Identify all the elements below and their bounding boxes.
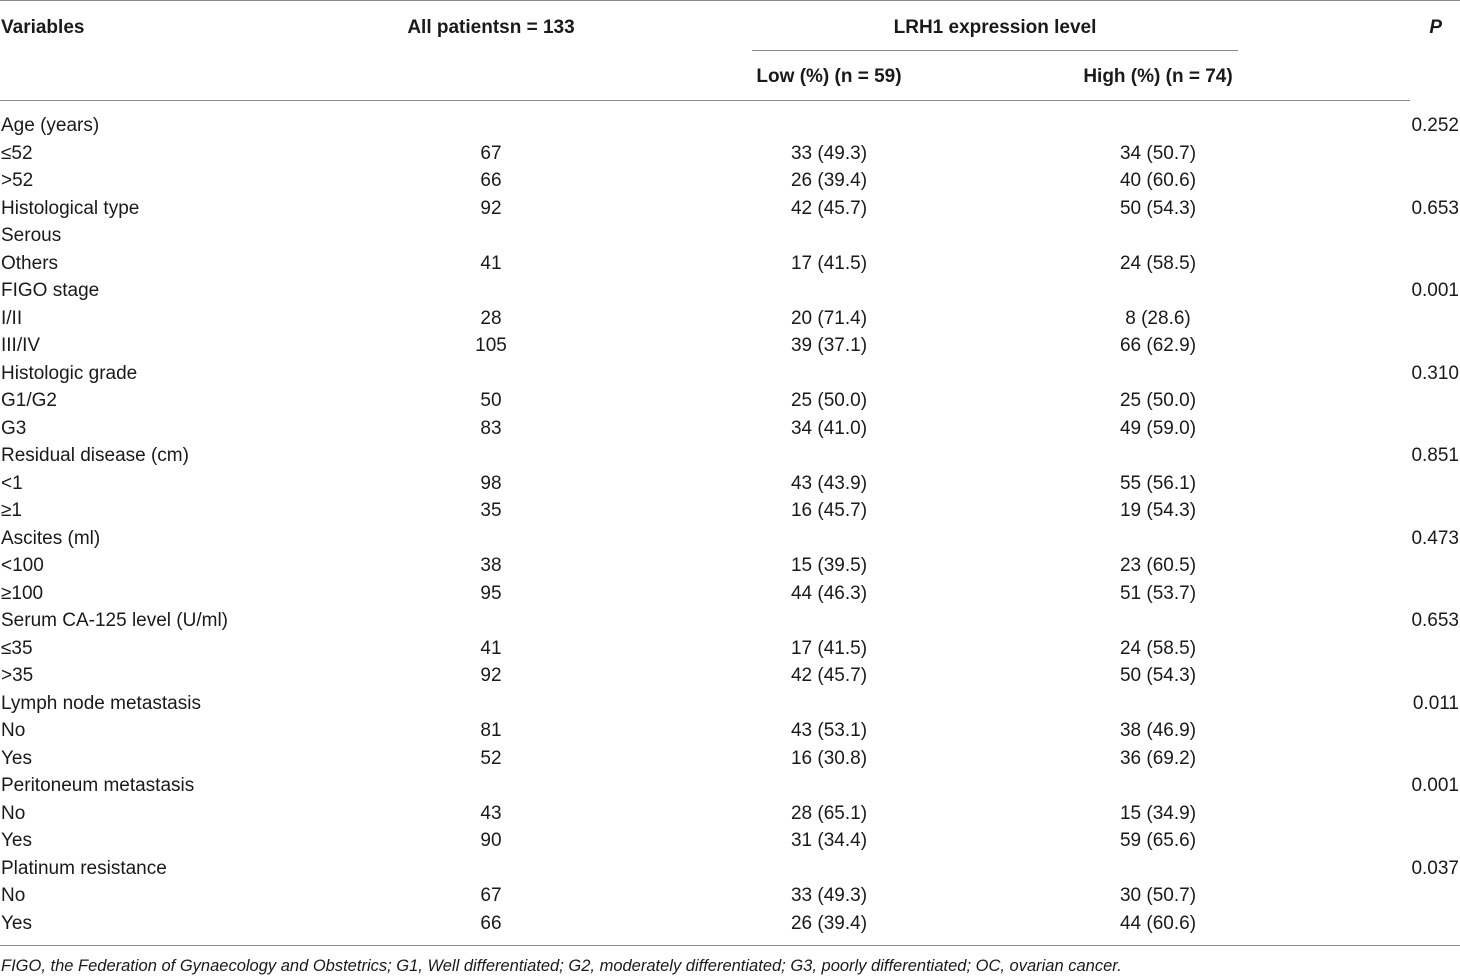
table-row bbox=[0, 332, 1460, 360]
table-row bbox=[0, 140, 1460, 168]
cell-all-patients: 98 bbox=[480, 472, 502, 494]
cell-all-patients: 38 bbox=[480, 555, 502, 576]
cell-variable: <100 bbox=[1, 555, 44, 576]
cell-p-value: 0.252 bbox=[1411, 115, 1459, 136]
cell-variable: ≥1 bbox=[1, 500, 22, 521]
cell-all-patients: 43 bbox=[480, 802, 502, 824]
cell-all-patients: 67 bbox=[480, 885, 502, 906]
cell-low: 25 (50.0) bbox=[790, 390, 868, 411]
table-row bbox=[0, 442, 1460, 470]
cell-all-patients: 66 bbox=[480, 912, 502, 934]
table-row bbox=[0, 800, 1460, 828]
cell-p-value: 0.011 bbox=[1412, 692, 1459, 714]
cell-high: 50 (54.3) bbox=[1119, 665, 1197, 686]
cell-high: 38 (46.9) bbox=[1119, 720, 1197, 741]
table-footnote: FIGO, the Federation of Gynaecology and Obstetrics; G1, Well differentiated; G2, moderately differentiated; G3, poorly differentiated; OC, ovarian cancer. bbox=[1, 957, 1122, 975]
cell-low: 31 (34.4) bbox=[790, 830, 868, 851]
cell-low: 16 (30.8) bbox=[790, 747, 868, 769]
cell-high: 24 (58.5) bbox=[1119, 637, 1197, 659]
cell-all-patients: 41 bbox=[480, 637, 502, 659]
cell-variable: III/IV bbox=[1, 335, 41, 356]
cell-all-patients: 90 bbox=[480, 830, 502, 851]
cell-high: 36 (69.2) bbox=[1119, 747, 1197, 769]
table-row bbox=[0, 607, 1460, 635]
cell-all-patients: 92 bbox=[480, 197, 502, 219]
cell-p-value: 0.851 bbox=[1411, 445, 1459, 466]
cell-p-value: 0.653 bbox=[1411, 197, 1459, 219]
table-row bbox=[0, 855, 1460, 883]
cell-high: 55 (56.1) bbox=[1119, 472, 1197, 494]
cell-all-patients: 41 bbox=[480, 252, 502, 274]
cell-all-patients: 105 bbox=[475, 335, 507, 356]
cell-variable: I/II bbox=[1, 307, 23, 329]
cell-variable: Age (years) bbox=[1, 115, 100, 136]
cell-low: 43 (43.9) bbox=[790, 472, 868, 494]
cell-high: 34 (50.7) bbox=[1119, 142, 1197, 164]
header-all-patients: All patientsn = 133 bbox=[407, 17, 575, 38]
header-p-value: P bbox=[1429, 17, 1442, 38]
table-row bbox=[0, 525, 1460, 553]
cell-variable: No bbox=[1, 720, 26, 741]
cell-high: 66 (62.9) bbox=[1119, 335, 1197, 356]
cell-low: 20 (71.4) bbox=[790, 307, 868, 329]
cell-variable: Residual disease (cm) bbox=[1, 445, 189, 466]
table-row bbox=[0, 827, 1460, 855]
cell-all-patients: 95 bbox=[480, 582, 502, 604]
cell-high: 8 (28.6) bbox=[1125, 307, 1191, 329]
cell-high: 49 (59.0) bbox=[1119, 417, 1197, 439]
cell-high: 51 (53.7) bbox=[1119, 582, 1197, 604]
cell-low: 16 (45.7) bbox=[790, 500, 868, 521]
cell-low: 42 (45.7) bbox=[790, 665, 868, 686]
cell-variable: Serum CA-125 level (U/ml) bbox=[1, 610, 228, 631]
table-row bbox=[0, 662, 1460, 690]
cell-low: 17 (41.5) bbox=[790, 252, 868, 274]
table-row bbox=[0, 690, 1460, 718]
table-row bbox=[0, 112, 1460, 140]
cell-variable: Platinum resistance bbox=[1, 857, 167, 879]
table-row bbox=[0, 882, 1460, 910]
cell-all-patients: 28 bbox=[480, 307, 502, 329]
cell-high: 23 (60.5) bbox=[1119, 555, 1197, 576]
cell-variable: Lymph node metastasis bbox=[1, 692, 201, 714]
cell-all-patients: 52 bbox=[480, 747, 502, 769]
cell-variable: G1/G2 bbox=[1, 390, 57, 411]
cell-low: 43 (53.1) bbox=[790, 720, 868, 741]
cell-variable: Peritoneum metastasis bbox=[1, 775, 195, 796]
cell-variable: G3 bbox=[1, 417, 27, 439]
cell-variable: Ascites (ml) bbox=[1, 527, 101, 549]
cell-variable: FIGO stage bbox=[1, 280, 100, 301]
cell-all-patients: 35 bbox=[480, 500, 502, 521]
group-header-rule bbox=[752, 50, 1238, 51]
cell-low: 26 (39.4) bbox=[790, 912, 868, 934]
table-row bbox=[0, 772, 1460, 800]
cell-all-patients: 81 bbox=[480, 720, 502, 741]
cell-high: 25 (50.0) bbox=[1119, 390, 1197, 411]
cell-variable: No bbox=[1, 802, 26, 824]
cell-high: 44 (60.6) bbox=[1119, 912, 1197, 934]
table-row bbox=[0, 745, 1460, 773]
header-bottom-rule bbox=[0, 100, 1410, 101]
table-row bbox=[0, 277, 1460, 305]
cell-all-patients: 67 bbox=[480, 142, 502, 164]
table-row bbox=[0, 415, 1460, 443]
cell-low: 39 (37.1) bbox=[790, 335, 868, 356]
cell-variable: >35 bbox=[1, 665, 34, 686]
cell-all-patients: 92 bbox=[480, 665, 502, 686]
cell-variable: Yes bbox=[1, 912, 32, 934]
cell-variable: ≥100 bbox=[1, 582, 44, 604]
cell-variable: Histological type bbox=[1, 197, 140, 219]
cell-low: 42 (45.7) bbox=[790, 197, 868, 219]
table-row bbox=[0, 360, 1460, 388]
cell-high: 19 (54.3) bbox=[1119, 500, 1197, 521]
cell-variable: Yes bbox=[1, 830, 32, 851]
table-row bbox=[0, 635, 1460, 663]
table-row bbox=[0, 497, 1460, 525]
cell-p-value: 0.310 bbox=[1411, 362, 1459, 384]
table-body bbox=[0, 112, 1460, 937]
cell-low: 34 (41.0) bbox=[790, 417, 868, 439]
table-row bbox=[0, 580, 1460, 608]
table-row bbox=[0, 387, 1460, 415]
cell-high: 15 (34.9) bbox=[1119, 802, 1197, 824]
table-row bbox=[0, 250, 1460, 278]
table-row bbox=[0, 910, 1460, 938]
cell-p-value: 0.001 bbox=[1411, 280, 1459, 301]
table-row bbox=[0, 717, 1460, 745]
table-row bbox=[0, 305, 1460, 333]
cell-high: 30 (50.7) bbox=[1119, 885, 1197, 906]
header-low: Low (%) (n = 59) bbox=[756, 66, 902, 87]
table-top-rule bbox=[0, 0, 1460, 1]
cell-low: 26 (39.4) bbox=[790, 170, 868, 191]
cell-variable: Yes bbox=[1, 747, 32, 769]
cell-p-value: 0.653 bbox=[1411, 610, 1459, 631]
cell-variable: No bbox=[1, 885, 26, 906]
cell-variable: Serous bbox=[1, 225, 62, 246]
cell-p-value: 0.001 bbox=[1411, 775, 1459, 796]
cell-all-patients: 66 bbox=[480, 170, 502, 191]
cell-variable: Histologic grade bbox=[1, 362, 138, 384]
table-row bbox=[0, 552, 1460, 580]
cell-variable: Others bbox=[1, 252, 59, 274]
cell-high: 40 (60.6) bbox=[1119, 170, 1197, 191]
cell-low: 17 (41.5) bbox=[790, 637, 868, 659]
cell-high: 50 (54.3) bbox=[1119, 197, 1197, 219]
header-lrh1-group: LRH1 expression level bbox=[893, 17, 1097, 38]
table-row bbox=[0, 195, 1460, 223]
header-high: High (%) (n = 74) bbox=[1083, 66, 1233, 87]
cell-low: 33 (49.3) bbox=[790, 885, 868, 906]
cell-p-value: 0.037 bbox=[1411, 857, 1459, 879]
table-row bbox=[0, 167, 1460, 195]
cell-variable: >52 bbox=[1, 170, 34, 191]
cell-variable: ≤52 bbox=[1, 142, 33, 164]
cell-all-patients: 50 bbox=[480, 390, 502, 411]
cell-high: 24 (58.5) bbox=[1119, 252, 1197, 274]
cell-all-patients: 83 bbox=[480, 417, 502, 439]
cell-p-value: 0.473 bbox=[1411, 527, 1459, 549]
header-variables: Variables bbox=[1, 17, 85, 38]
cell-low: 33 (49.3) bbox=[790, 142, 868, 164]
cell-variable: ≤35 bbox=[1, 637, 33, 659]
cell-low: 28 (65.1) bbox=[790, 802, 868, 824]
table-bottom-rule bbox=[0, 945, 1460, 946]
cell-variable: <1 bbox=[1, 472, 23, 494]
cell-low: 15 (39.5) bbox=[790, 555, 868, 576]
cell-high: 59 (65.6) bbox=[1119, 830, 1197, 851]
table-row bbox=[0, 222, 1460, 250]
cell-low: 44 (46.3) bbox=[790, 582, 868, 604]
table-row bbox=[0, 470, 1460, 498]
